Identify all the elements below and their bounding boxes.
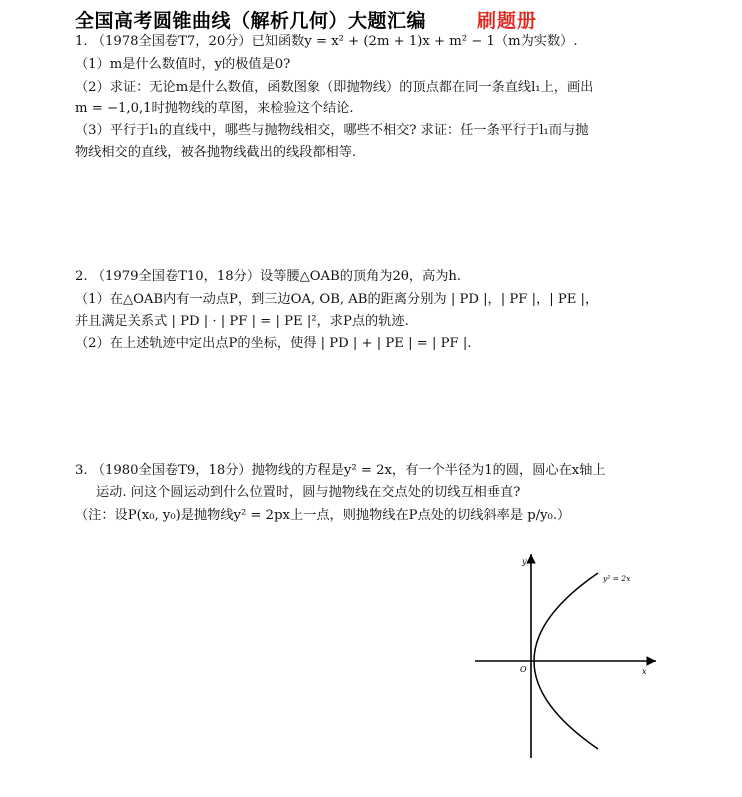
brand-tag: 刷题册: [477, 10, 538, 32]
problem-1-line-1: 1. （1978全国卷T7，20分）已知函数y = x² + (2m + 1)x + m² − 1（m为实数）.: [75, 34, 578, 49]
origin-label: O: [520, 665, 527, 674]
curve-label: y² = 2x: [603, 574, 631, 583]
x-axis-label: x: [642, 667, 647, 676]
problem-2-line-2: （1）在△OAB内有一动点P，到三边OA, OB, AB的距离分别为 | PD |，| PF |，| PE |，: [75, 292, 599, 307]
header: [75, 6, 538, 34]
problem-1-line-3: （2）求证：无论m是什么数值，函数图象（即抛物线）的顶点都在同一条直线l₁上，画出: [75, 80, 594, 95]
problem-3-line-1: 3. （1980全国卷T9，18分）抛物线的方程是y² = 2x，有一个半径为1的圆，圆心在x轴上: [75, 463, 606, 478]
problem-1-line-5: （3）平行于l₁的直线中，哪些与抛物线相交，哪些不相交? 求证：任一条平行于l₁而与抛: [75, 123, 589, 138]
y-axis-label: y: [522, 557, 527, 566]
problem-2-line-1: 2. （1979全国卷T10，18分）设等腰△OAB的顶角为2θ，高为h.: [75, 269, 462, 284]
problem-3-line-2: 运动. 问这个圆运动到什么位置时，圆与抛物线在交点处的切线互相垂直?: [96, 485, 521, 500]
problem-3-line-3: （注：设P(x₀, y₀)是抛物线y² = 2px上一点，则抛物线在P点处的切线斜率是 p/y₀.）: [75, 508, 571, 523]
problem-2-line-3: 并且满足关系式 | PD | · | PF | = | PE |²，求P点的轨迹.: [75, 314, 409, 329]
page-title: 全国高考圆锥曲线（解析几何）大题汇编: [75, 10, 427, 32]
problem-1-line-4: m = −1,0,1时抛物线的草图，来检验这个结论.: [75, 101, 354, 116]
problem-2-line-4: （2）在上述轨迹中定出点P的坐标，使得 | PD | + | PE | = | PF |.: [75, 336, 472, 351]
parabola-graph: [470, 548, 660, 763]
problem-1-line-2: （1）m是什么数值时，y的极值是0?: [75, 57, 291, 72]
problem-1-line-6: 物线相交的直线，被各抛物线截出的线段都相等.: [75, 145, 357, 160]
